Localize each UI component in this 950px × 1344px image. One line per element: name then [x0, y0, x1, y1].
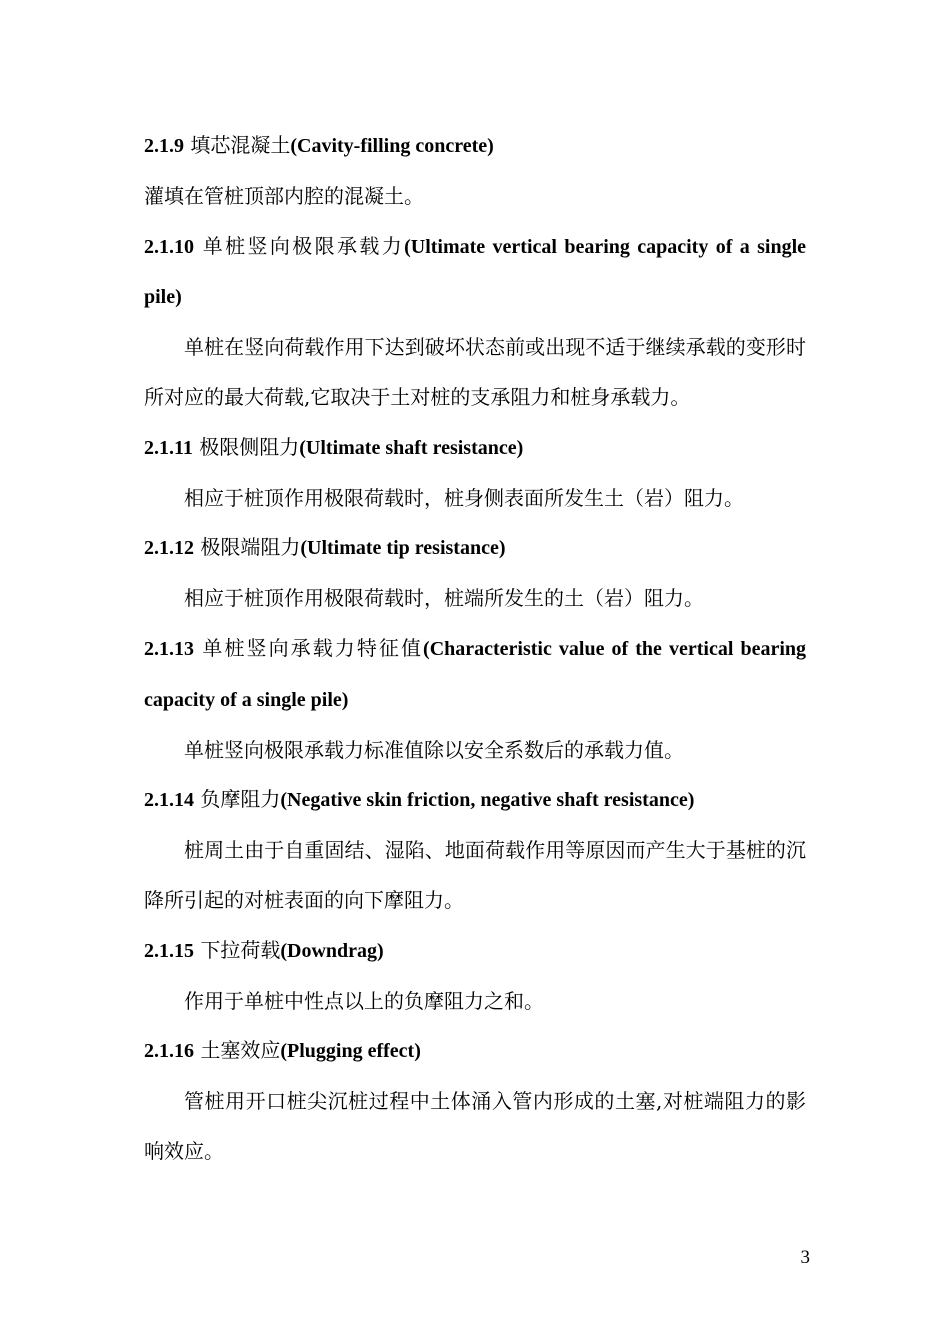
section-title-en: (Cavity-filling concrete): [290, 135, 494, 157]
section-number: 2.1.13: [144, 637, 194, 660]
section-heading-2-1-16: [144, 1026, 806, 1077]
section-body-2-1-16: 管桩用开口桩尖沉桩过程中土体涌入管内形成的土塞,对桩端阻力的影响效应。: [144, 1089, 806, 1163]
section-number: 2.1.14: [144, 789, 194, 812]
section-title-zh: 土塞效应: [200, 1038, 281, 1063]
section-number: 2.1.12: [144, 537, 194, 560]
section-body-2-1-13: 单桩竖向极限承载力标准值除以安全系数后的承载力值。: [184, 737, 684, 762]
section-body-2-1-12: 相应于桩顶作用极限荷载时，桩端所发生的土（岩）阻力。: [184, 586, 704, 611]
section-number: 2.1.15: [144, 939, 194, 962]
section-heading-2-1-9: [144, 121, 806, 172]
section-number: 2.1.9: [144, 135, 184, 157]
section-heading-2-1-13: [144, 624, 806, 726]
section-body-2-1-9: 灌填在管桩顶部内腔的混凝土。: [144, 183, 424, 208]
page-number: 3: [800, 1247, 810, 1268]
document-page: [144, 121, 806, 1177]
section-heading-2-1-11: [144, 423, 806, 474]
section-title-en: (Characteristic value of the vertical bearing capacity of a single pile): [144, 637, 806, 711]
section-heading-2-1-10: [144, 222, 806, 324]
section-title-zh: 单桩竖向承载力特征值: [202, 635, 424, 660]
section-number: 2.1.10: [144, 235, 194, 258]
section-title-en: (Ultimate shaft resistance): [299, 436, 524, 459]
section-title-zh: 负摩阻力: [200, 787, 281, 812]
section-heading-2-1-14: [144, 775, 806, 826]
section-title-en: (Ultimate tip resistance): [300, 537, 506, 560]
section-body-2-1-11: 相应于桩顶作用极限荷载时，桩身侧表面所发生土（岩）阻力。: [184, 485, 744, 510]
section-body-2-1-15: 作用于单桩中性点以上的负摩阻力之和。: [184, 988, 544, 1013]
section-title-zh: 极限端阻力: [200, 535, 301, 560]
section-title-zh: 单桩竖向极限承载力: [202, 233, 405, 258]
section-title-en: (Downdrag): [280, 939, 384, 962]
section-title-zh: 极限侧阻力: [199, 434, 300, 459]
section-title-en: (Negative skin friction, negative shaft resistance): [280, 789, 695, 812]
section-body-2-1-14: 桩周土由于自重固结、湿陷、地面荷载作用等原因而产生大于基桩的沉降所引起的对桩表面的向下摩阻力。: [144, 838, 806, 912]
section-body-2-1-10: 单桩在竖向荷载作用下达到破坏状态前或出现不适于继续承载的变形时所对应的最大荷载,它取决于土对桩的支承阻力和桩身承载力。: [144, 335, 806, 409]
section-heading-2-1-15: [144, 926, 806, 977]
section-number: 2.1.11: [144, 436, 193, 459]
section-heading-2-1-12: [144, 523, 806, 574]
section-title-en: (Plugging effect): [280, 1040, 421, 1063]
section-title-zh: 填芯混凝土: [190, 133, 291, 157]
section-title-en: (Ultimate vertical bearing capacity of a single pile): [144, 235, 807, 309]
section-title-zh: 下拉荷载: [200, 937, 281, 962]
section-number: 2.1.16: [144, 1040, 194, 1063]
